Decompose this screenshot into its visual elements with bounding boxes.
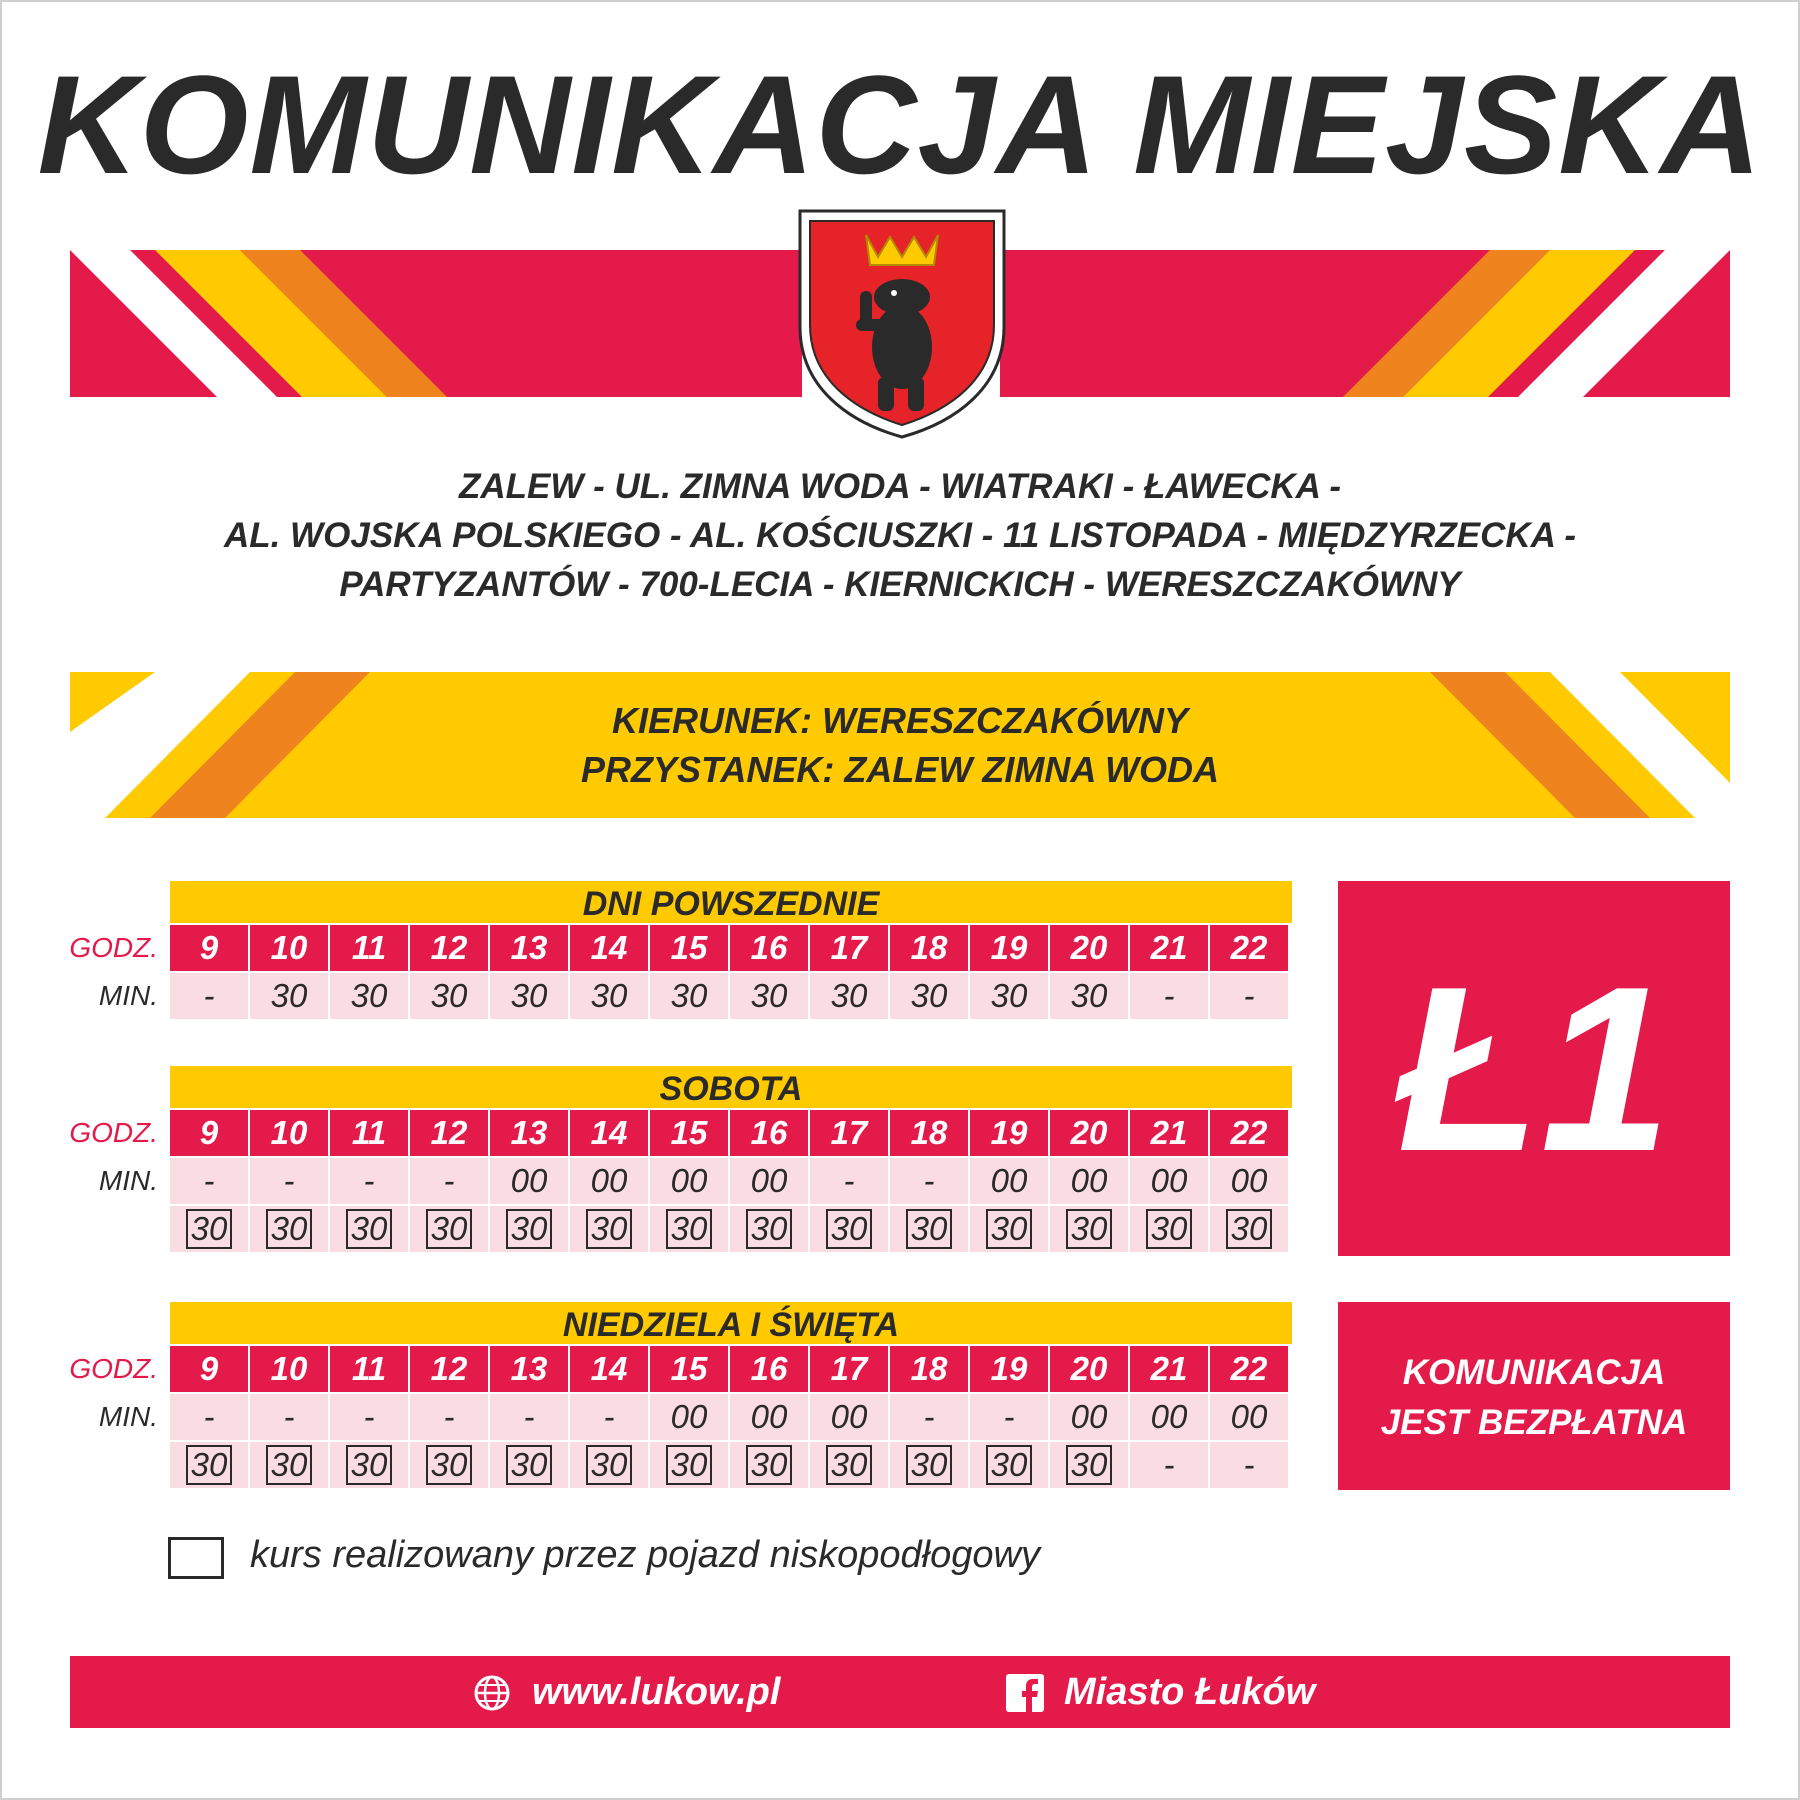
minute-cell: [1130, 973, 1208, 1019]
low-floor-minute: 30: [506, 1445, 553, 1485]
minute-cell: [410, 1158, 488, 1204]
minute-value: 30: [510, 977, 548, 1014]
hour-row: [170, 925, 1292, 971]
minute-cell: [890, 1394, 968, 1440]
hour-cell: 9: [170, 1110, 248, 1156]
minute-value: 30: [910, 977, 948, 1014]
hour-cell: 15: [650, 1346, 728, 1392]
minute-value: 00: [830, 1398, 868, 1435]
minute-value: 30: [990, 977, 1028, 1014]
hour-label: GODZ.: [69, 1117, 158, 1148]
low-floor-legend-box: [168, 1537, 224, 1579]
minute-cell: [570, 1206, 648, 1252]
minute-value: -: [603, 1398, 615, 1435]
minute-value: 30: [830, 977, 868, 1014]
minute-value: 00: [1070, 1398, 1108, 1435]
minute-value: -: [1003, 1398, 1015, 1435]
minute-cell: [810, 1442, 888, 1488]
minute-cell: [250, 1206, 328, 1252]
low-floor-minute: 30: [266, 1209, 313, 1249]
hour-cell: 16: [730, 1110, 808, 1156]
minute-value: -: [1163, 977, 1175, 1014]
hour-cell: 19: [970, 925, 1048, 971]
hour-cell: 19: [970, 1110, 1048, 1156]
minute-row: [170, 1394, 1292, 1440]
hour-label: GODZ.: [69, 1353, 158, 1384]
hour-cell: 16: [730, 925, 808, 971]
minute-cell: [1210, 1442, 1288, 1488]
hour-cell: 22: [1210, 1346, 1288, 1392]
timetable-title: DNI POWSZEDNIE: [170, 881, 1292, 923]
low-floor-minute: 30: [906, 1209, 953, 1249]
minute-cell: [170, 1442, 248, 1488]
minute-value: 30: [350, 977, 388, 1014]
minute-cell: [1050, 1158, 1128, 1204]
minute-cell: [890, 973, 968, 1019]
low-floor-minute: 30: [426, 1445, 473, 1485]
minute-cell: [570, 1394, 648, 1440]
direction-label: KIERUNEK: WERESZCZAKÓWNY: [612, 700, 1188, 741]
minute-cell: [1130, 1442, 1208, 1488]
minute-cell: [1130, 1158, 1208, 1204]
timetable-title: SOBOTA: [170, 1066, 1292, 1108]
hour-cell: 13: [490, 1346, 568, 1392]
minute-value: -: [523, 1398, 535, 1435]
hour-label: GODZ.: [69, 932, 158, 963]
hour-cell: 13: [490, 1110, 568, 1156]
minute-label: MIN.: [98, 1165, 158, 1196]
minute-value: -: [1163, 1446, 1175, 1483]
low-floor-minute: 30: [506, 1209, 553, 1249]
hour-cell: 14: [570, 925, 648, 971]
minute-cell: [650, 1158, 728, 1204]
route-line: PARTYZANTÓW - 700-LECIA - KIERNICKICH - WERESZCZAKÓWNY: [339, 565, 1461, 604]
minute-cell: [1050, 1206, 1128, 1252]
minute-cell: [810, 1206, 888, 1252]
hour-cell: 21: [1130, 1346, 1208, 1392]
minute-row: [170, 1442, 1292, 1488]
minute-value: 30: [590, 977, 628, 1014]
minute-value: -: [363, 1398, 375, 1435]
minute-cell: [650, 973, 728, 1019]
minute-cell: [570, 973, 648, 1019]
minute-value: 00: [1070, 1162, 1108, 1199]
minute-cell: [570, 1158, 648, 1204]
hour-cell: 10: [250, 1346, 328, 1392]
minute-value: 00: [750, 1398, 788, 1435]
hour-row: [170, 1346, 1292, 1392]
minute-cell: [970, 1442, 1048, 1488]
minute-label: MIN.: [98, 980, 158, 1011]
minute-cell: [490, 1158, 568, 1204]
minute-value: -: [443, 1162, 455, 1199]
minute-cell: [330, 1158, 408, 1204]
minute-cell: [250, 973, 328, 1019]
minute-value: 30: [750, 977, 788, 1014]
minute-cell: [650, 1394, 728, 1440]
low-floor-minute: 30: [986, 1445, 1033, 1485]
minute-cell: [410, 1442, 488, 1488]
minute-cell: [810, 1394, 888, 1440]
low-floor-minute: 30: [746, 1209, 793, 1249]
stop-label: PRZYSTANEK: ZALEW ZIMNA WODA: [581, 749, 1219, 790]
header-band-right: [1000, 250, 1730, 397]
line-number-badge: [1338, 881, 1730, 1256]
minute-cell: [1050, 1394, 1128, 1440]
hour-cell: 12: [410, 925, 488, 971]
hour-cell: 18: [890, 925, 968, 971]
hour-cell: 17: [810, 925, 888, 971]
low-floor-minute: 30: [906, 1445, 953, 1485]
hour-cell: 22: [1210, 925, 1288, 971]
minute-row: [170, 1206, 1292, 1252]
minute-value: 00: [590, 1162, 628, 1199]
low-floor-minute: 30: [1066, 1209, 1113, 1249]
minute-cell: [970, 1206, 1048, 1252]
hour-cell: 14: [570, 1346, 648, 1392]
minute-cell: [970, 973, 1048, 1019]
hour-cell: 12: [410, 1346, 488, 1392]
minute-cell: [730, 1206, 808, 1252]
route-line: ZALEW - UL. ZIMNA WODA - WIATRAKI - ŁAWECKA -: [459, 467, 1341, 506]
minute-value: -: [363, 1162, 375, 1199]
minute-cell: [490, 1206, 568, 1252]
minute-cell: [1210, 1206, 1288, 1252]
low-floor-minute: 30: [586, 1445, 633, 1485]
minute-value: -: [203, 977, 215, 1014]
hour-cell: 20: [1050, 925, 1128, 971]
minute-cell: [890, 1442, 968, 1488]
minute-value: 00: [1230, 1398, 1268, 1435]
minute-value: 00: [1150, 1162, 1188, 1199]
hour-cell: 18: [890, 1110, 968, 1156]
minute-cell: [330, 1442, 408, 1488]
hour-cell: 11: [330, 1110, 408, 1156]
minute-cell: [970, 1158, 1048, 1204]
minute-cell: [330, 973, 408, 1019]
free-transport-notice: [1338, 1302, 1730, 1490]
low-floor-minute: 30: [186, 1209, 233, 1249]
low-floor-legend-text: kurs realizowany przez pojazd niskopodłogowy: [250, 1534, 1040, 1576]
timetable-title: NIEDZIELA I ŚWIĘTA: [170, 1302, 1292, 1344]
minute-label: MIN.: [98, 1401, 158, 1432]
minute-cell: [730, 973, 808, 1019]
hour-cell: 10: [250, 925, 328, 971]
minute-value: -: [283, 1162, 295, 1199]
hour-cell: 12: [410, 1110, 488, 1156]
hour-cell: 15: [650, 1110, 728, 1156]
website-link[interactable]: www.lukow.pl: [532, 1671, 781, 1713]
minute-cell: [170, 973, 248, 1019]
low-floor-minute: 30: [666, 1209, 713, 1249]
minute-cell: [650, 1206, 728, 1252]
minute-cell: [490, 1442, 568, 1488]
line-number: Ł1: [1396, 937, 1672, 1200]
hour-cell: 14: [570, 1110, 648, 1156]
hour-cell: 21: [1130, 1110, 1208, 1156]
minute-cell: [970, 1394, 1048, 1440]
low-floor-minute: 30: [346, 1445, 393, 1485]
minute-value: 30: [430, 977, 468, 1014]
minute-cell: [1050, 1442, 1128, 1488]
minute-value: -: [1243, 1446, 1255, 1483]
minute-value: -: [923, 1398, 935, 1435]
minute-cell: [490, 973, 568, 1019]
minute-value: 00: [670, 1398, 708, 1435]
minute-value: -: [1243, 977, 1255, 1014]
low-floor-minute: 30: [586, 1209, 633, 1249]
coat-of-arms-bear-icon: [796, 207, 1008, 439]
minute-cell: [810, 973, 888, 1019]
minute-cell: [730, 1158, 808, 1204]
minute-cell: [410, 1394, 488, 1440]
low-floor-minute: 30: [426, 1209, 473, 1249]
facebook-link[interactable]: Miasto Łuków: [1064, 1671, 1316, 1713]
low-floor-minute: 30: [826, 1209, 873, 1249]
hour-cell: 13: [490, 925, 568, 971]
page-title: KOMUNIKACJA MIEJSKA: [37, 46, 1763, 203]
low-floor-minute: 30: [1066, 1445, 1113, 1485]
minute-cell: [170, 1394, 248, 1440]
minute-value: 00: [750, 1162, 788, 1199]
minute-value: 00: [990, 1162, 1028, 1199]
hour-cell: 19: [970, 1346, 1048, 1392]
hour-cell: 16: [730, 1346, 808, 1392]
minute-cell: [1210, 1394, 1288, 1440]
low-floor-minute: 30: [1146, 1209, 1193, 1249]
hour-cell: 15: [650, 925, 728, 971]
header-band-left: [70, 250, 802, 397]
minute-value: 00: [1150, 1398, 1188, 1435]
minute-value: -: [443, 1398, 455, 1435]
hour-cell: 20: [1050, 1346, 1128, 1392]
hour-cell: 22: [1210, 1110, 1288, 1156]
low-floor-minute: 30: [1226, 1209, 1273, 1249]
hour-cell: 17: [810, 1110, 888, 1156]
timetable: [170, 1302, 1292, 1488]
low-floor-minute: 30: [186, 1445, 233, 1485]
footer-bar: [70, 1656, 1730, 1728]
minute-cell: [490, 1394, 568, 1440]
minute-value: 00: [1230, 1162, 1268, 1199]
hour-cell: 17: [810, 1346, 888, 1392]
minute-value: 00: [510, 1162, 548, 1199]
minute-value: 00: [670, 1162, 708, 1199]
hour-cell: 20: [1050, 1110, 1128, 1156]
hour-cell: 9: [170, 925, 248, 971]
minute-value: 30: [670, 977, 708, 1014]
minute-cell: [250, 1158, 328, 1204]
low-floor-minute: 30: [826, 1445, 873, 1485]
minute-cell: [170, 1206, 248, 1252]
minute-value: 30: [1070, 977, 1108, 1014]
minute-cell: [570, 1442, 648, 1488]
minute-cell: [1130, 1394, 1208, 1440]
minute-value: -: [203, 1162, 215, 1199]
low-floor-minute: 30: [346, 1209, 393, 1249]
low-floor-minute: 30: [986, 1209, 1033, 1249]
minute-cell: [410, 1206, 488, 1252]
hour-cell: 10: [250, 1110, 328, 1156]
minute-value: -: [283, 1398, 295, 1435]
timetable: [170, 881, 1292, 1019]
minute-cell: [890, 1206, 968, 1252]
minute-cell: [250, 1442, 328, 1488]
route-line: AL. WOJSKA POLSKIEGO - AL. KOŚCIUSZKI - 11 LISTOPADA - MIĘDZYRZECKA -: [223, 516, 1577, 555]
hour-cell: 11: [330, 1346, 408, 1392]
minute-cell: [1210, 1158, 1288, 1204]
hour-row: [170, 1110, 1292, 1156]
minute-value: -: [923, 1162, 935, 1199]
minute-cell: [1050, 973, 1128, 1019]
hour-cell: 9: [170, 1346, 248, 1392]
minute-cell: [810, 1158, 888, 1204]
minute-value: 30: [270, 977, 308, 1014]
facebook-icon: [1006, 1674, 1044, 1712]
free-notice-line: JEST BEZPŁATNA: [1380, 1403, 1688, 1442]
low-floor-minute: 30: [666, 1445, 713, 1485]
minute-cell: [730, 1394, 808, 1440]
minute-cell: [890, 1158, 968, 1204]
minute-cell: [1210, 973, 1288, 1019]
timetable: [170, 1066, 1292, 1252]
direction-banner: [70, 672, 1730, 818]
minute-cell: [170, 1158, 248, 1204]
minute-value: -: [843, 1162, 855, 1199]
minute-cell: [410, 973, 488, 1019]
minute-cell: [330, 1206, 408, 1252]
free-notice-line: KOMUNIKACJA: [1402, 1353, 1666, 1392]
minute-cell: [730, 1442, 808, 1488]
minute-cell: [650, 1442, 728, 1488]
minute-row: [170, 973, 1292, 1019]
minute-row: [170, 1158, 1292, 1204]
hour-cell: 18: [890, 1346, 968, 1392]
low-floor-minute: 30: [266, 1445, 313, 1485]
low-floor-minute: 30: [746, 1445, 793, 1485]
minute-cell: [250, 1394, 328, 1440]
minute-value: -: [203, 1398, 215, 1435]
minute-cell: [1130, 1206, 1208, 1252]
hour-cell: 21: [1130, 925, 1208, 971]
route-description: [0, 462, 1800, 609]
minute-cell: [330, 1394, 408, 1440]
hour-cell: 11: [330, 925, 408, 971]
globe-icon: [473, 1674, 511, 1712]
